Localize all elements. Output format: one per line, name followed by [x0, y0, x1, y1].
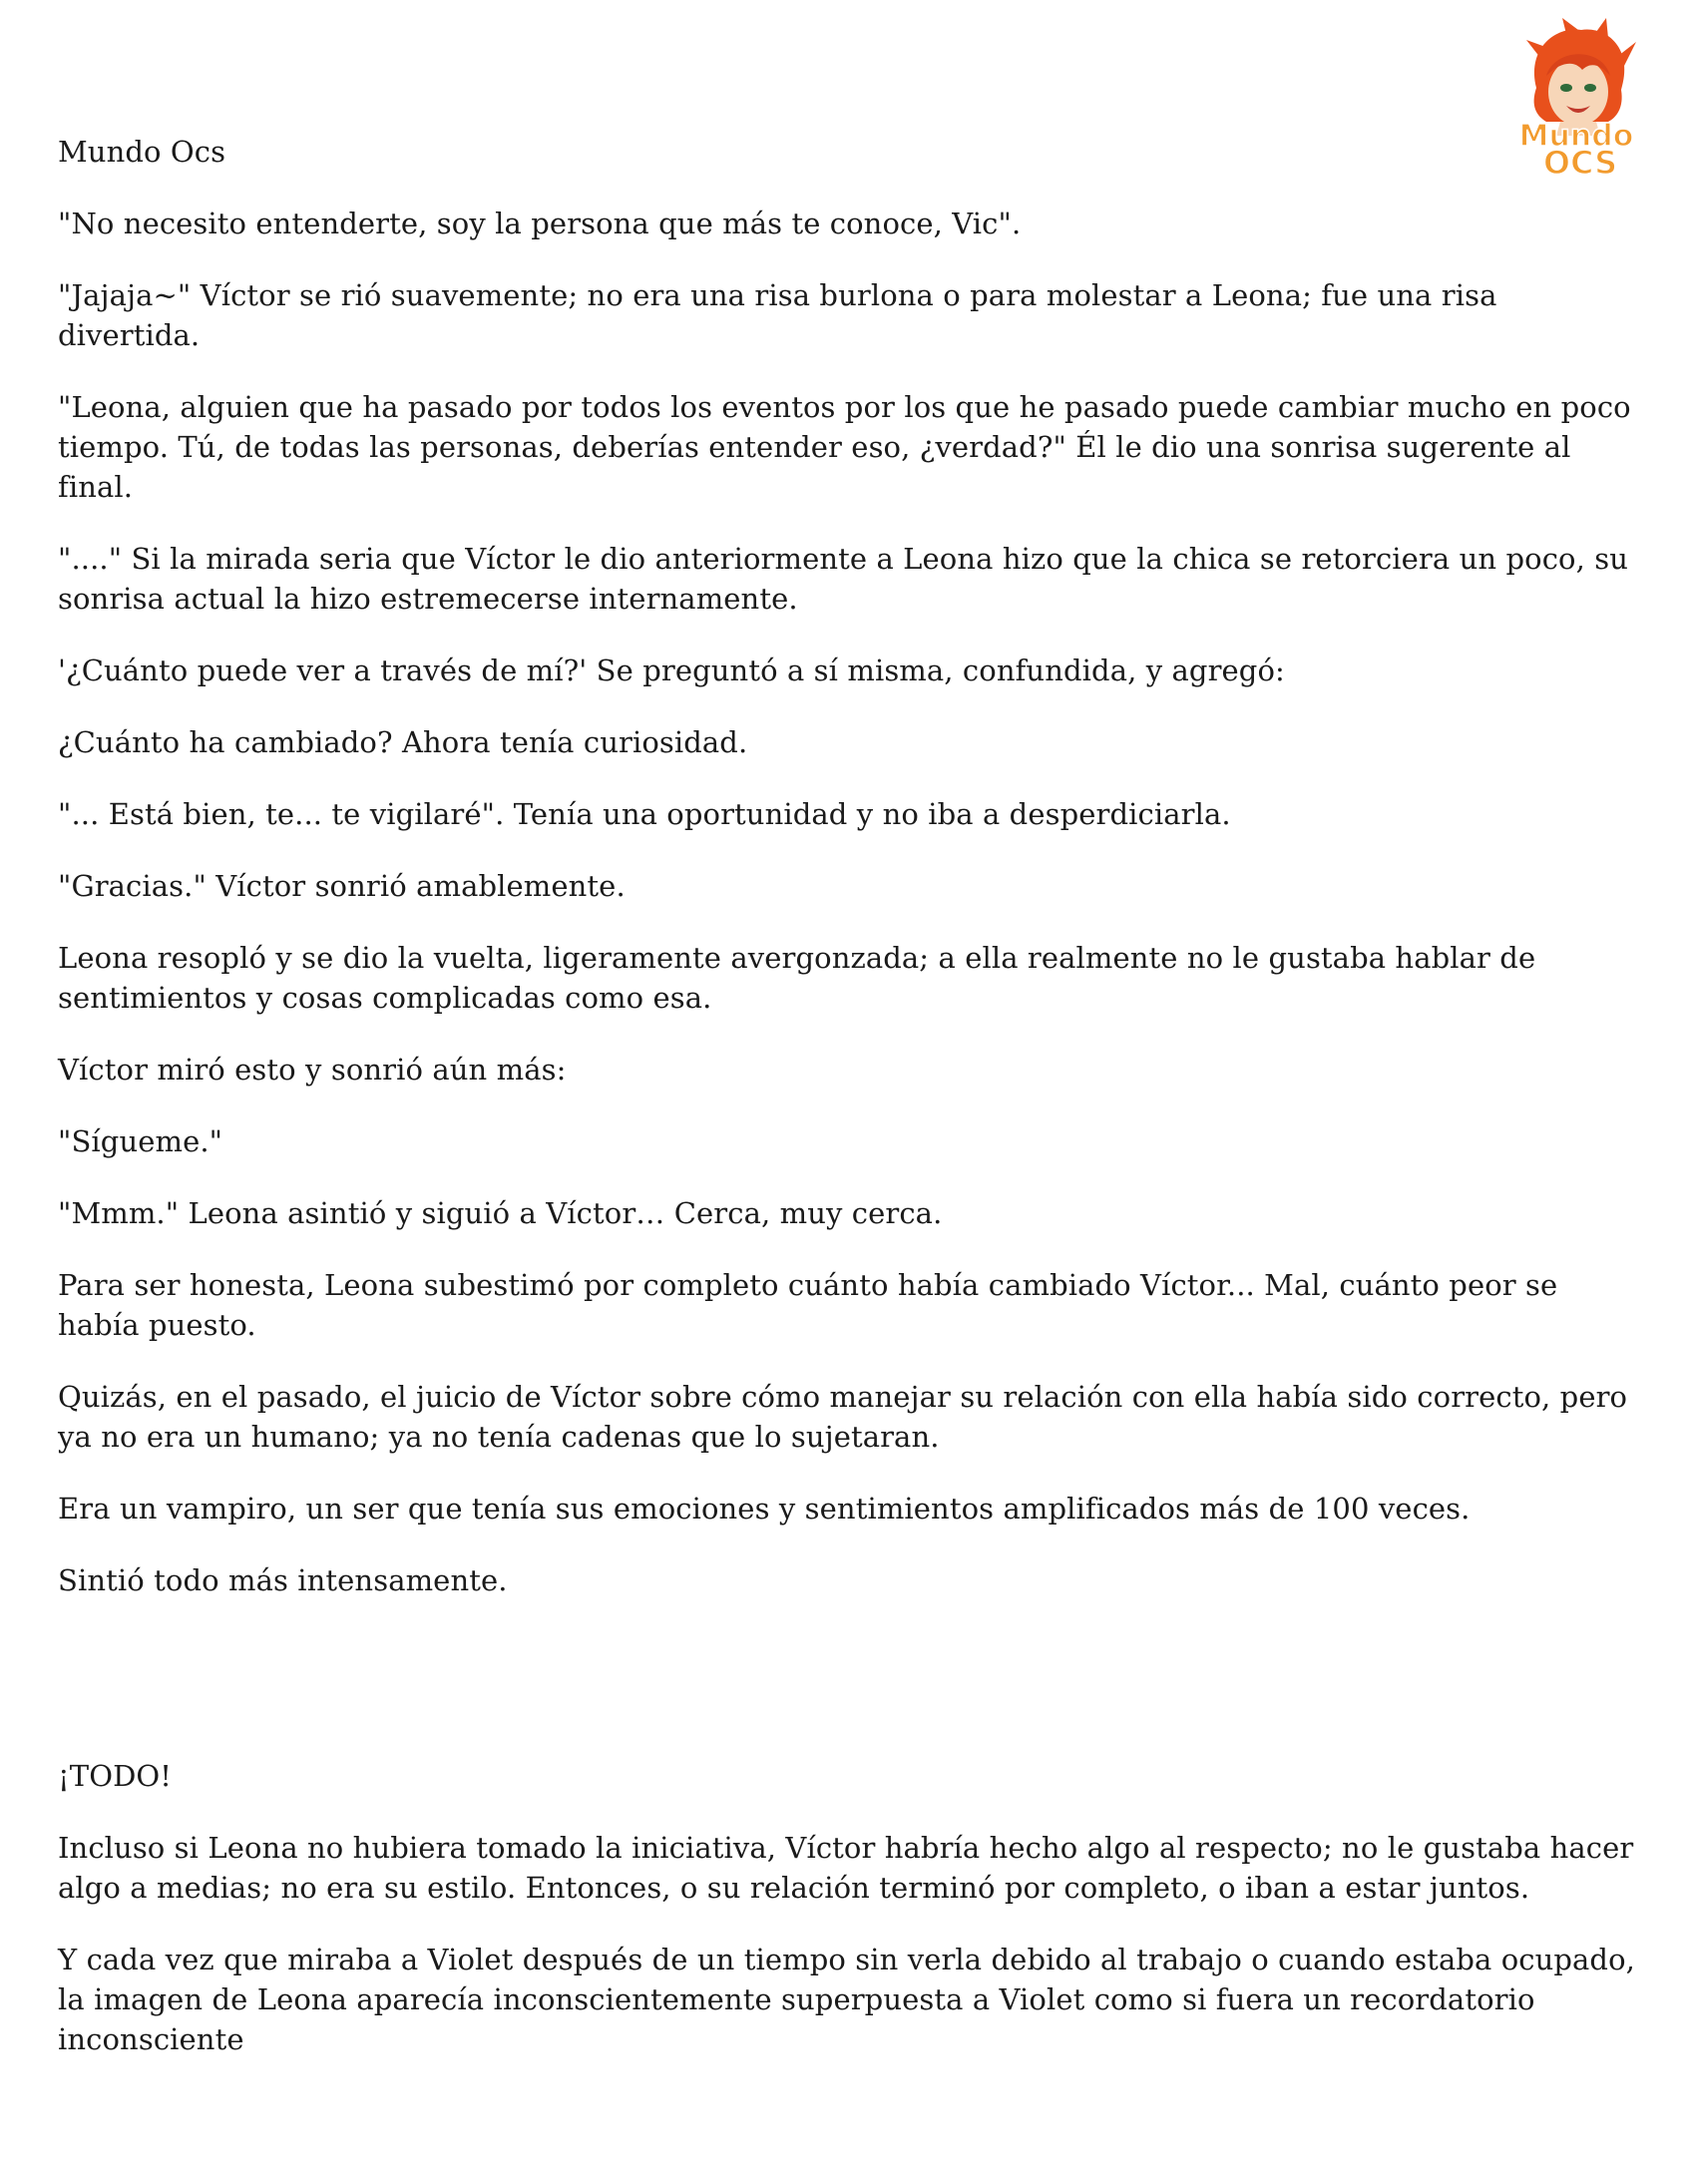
paragraph: "Mmm." Leona asintió y siguió a Víctor… Cerca, muy cerca.: [58, 1196, 943, 1230]
paragraph: "No necesito entenderte, soy la persona que más te conoce, Vic".: [58, 207, 1022, 240]
paragraph: Quizás, en el pasado, el juicio de Víctor sobre cómo manejar su relación con ella había sido correcto, pero ya no era un humano; ya no tenía cadenas que lo sujetaran.: [58, 1380, 1628, 1454]
logo-text-line2: OCS: [1542, 144, 1618, 178]
paragraph: Era un vampiro, un ser que tenía sus emociones y sentimientos amplificados más de 100 veces.: [58, 1492, 1471, 1526]
document-body: [58, 132, 1644, 2091]
paragraph: Incluso si Leona no hubiera tomado la iniciativa, Víctor habría hecho algo al respecto; no le gustaba hacer algo a medias; no era su estilo. Entonces, o su relación terminó por completo, o iban a estar juntos.: [58, 1831, 1634, 1905]
paragraph: "...." Si la mirada seria que Víctor le dio anteriormente a Leona hizo que la chica se retorciera un poco, su sonrisa actual la hizo estremecerse internamente.: [58, 542, 1628, 616]
logo-text-line1: Mundo: [1518, 119, 1634, 154]
paragraph-exclamation: ¡TODO!: [58, 1759, 173, 1793]
paragraph: ¿Cuánto ha cambiado? Ahora tenía curiosidad.: [58, 725, 748, 759]
paragraph: Leona resopló y se dio la vuelta, ligeramente avergonzada; a ella realmente no le gustaba hablar de sentimientos y cosas complicadas como esa.: [58, 941, 1536, 1015]
paragraph: "Sígueme.": [58, 1124, 223, 1158]
site-name-heading: Mundo Ocs: [58, 135, 226, 169]
paragraph: "Gracias." Víctor sonrió amablemente.: [58, 869, 626, 903]
paragraph: "Jajaja~" Víctor se rió suavemente; no era una risa burlona o para molestar a Leona; fue una risa divertida.: [58, 278, 1497, 352]
paragraph: Víctor miró esto y sonrió aún más:: [58, 1053, 567, 1087]
paragraph: Para ser honesta, Leona subestimó por completo cuánto había cambiado Víctor... Mal, cuánto peor se había puesto.: [58, 1268, 1558, 1342]
paragraph: Y cada vez que miraba a Violet después de un tiempo sin verla debido al trabajo o cuando estaba ocupado, la imagen de Leona aparecía inconscientemente superpuesta a Violet como si fuera un recordatorio inconsciente: [58, 1943, 1635, 2056]
paragraph: "... Está bien, te... te vigilaré". Tenía una oportunidad y no iba a desperdiciarla.: [58, 797, 1231, 831]
paragraph: "Leona, alguien que ha pasado por todos los eventos por los que he pasado puede cambiar mucho en poco tiempo. Tú, de todas las personas, deberías entender eso, ¿verdad?" Él le dio una sonrisa sugerente al final.: [58, 390, 1631, 504]
paragraph: '¿Cuánto puede ver a través de mí?' Se preguntó a sí misma, confundida, y agregó:: [58, 654, 1285, 687]
paragraph: Sintió todo más intensamente.: [58, 1563, 508, 1597]
